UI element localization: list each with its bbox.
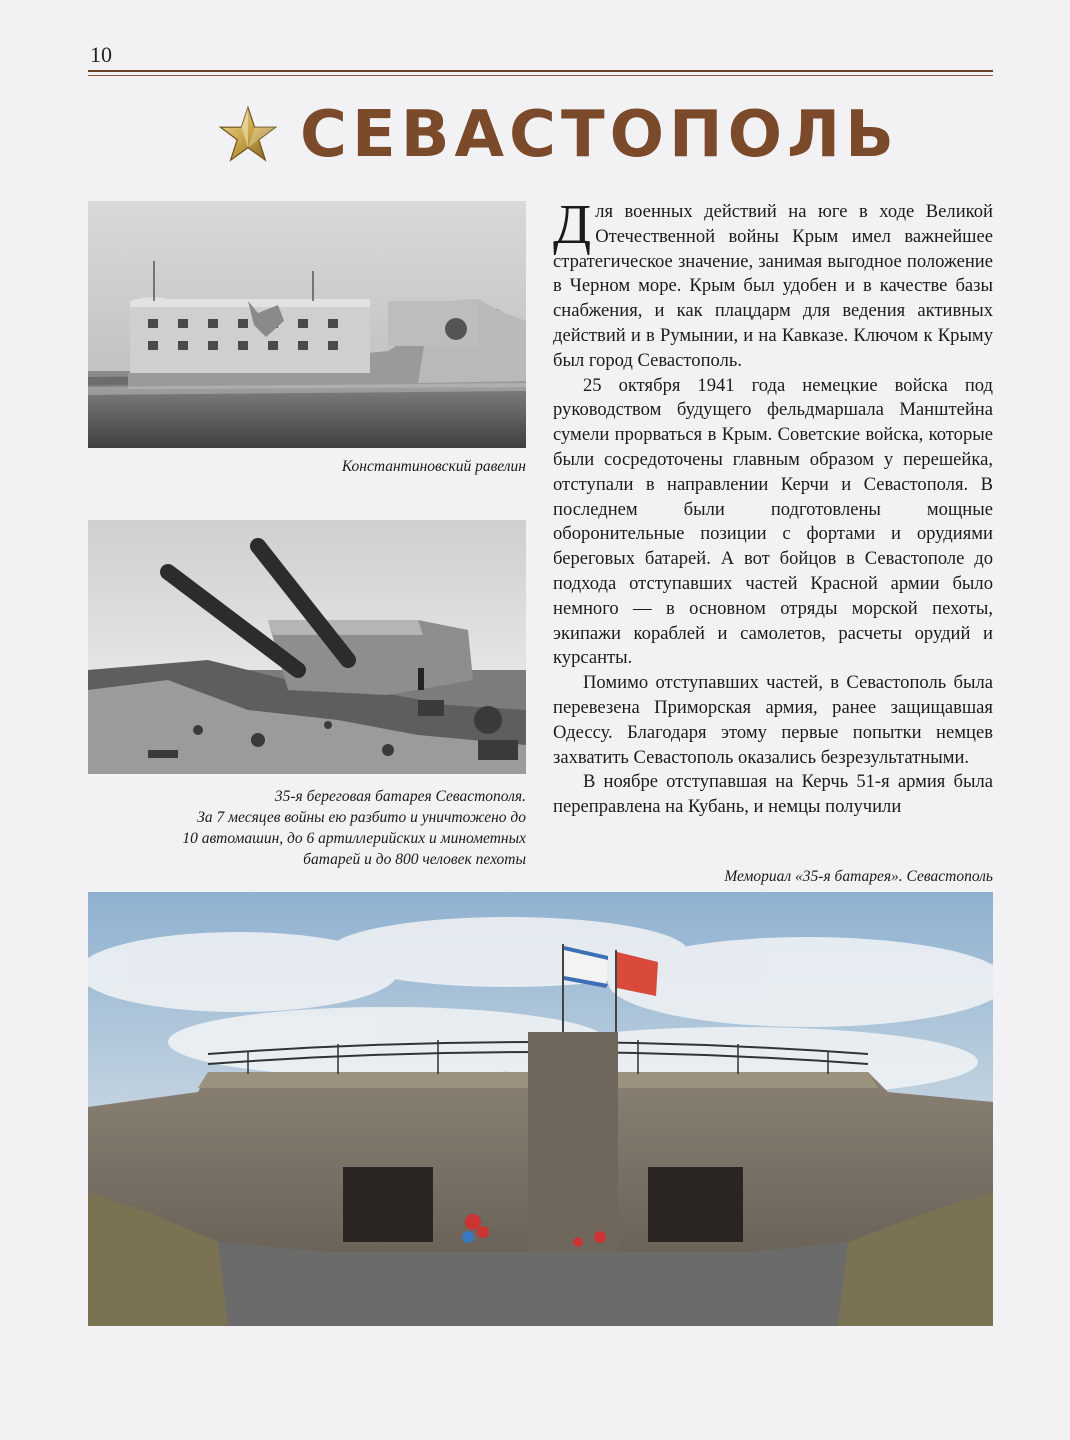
- article-paragraph: 25 октября 1941 года немецкие войска под руководством будущего фельдмаршала Манштейна сумели прорваться в Крым. Советские войска, которые были сосредоточены главным образом у перешейка, отступали в направлении Керчи и Севастополя. В последнем были подготовлены мощные оборонительные позиции с фортами и орудиями береговых батарей. А вот бойцов в Севастополе до подхода отступавших частей Красной армии было немного — в основном отряды морской пехоты, экипажи кораблей и самолетов, расчеты орудий и курсанты.: [553, 374, 993, 669]
- battery-caption: [120, 786, 526, 870]
- ravelin-caption: Константиновский равелин: [341, 458, 526, 475]
- article-body: [553, 194, 993, 820]
- battery-photo: [88, 520, 526, 774]
- star-icon: [218, 105, 278, 165]
- article-paragraph: [553, 194, 993, 374]
- page-header: [218, 100, 899, 170]
- ravelin-photo: [88, 201, 526, 448]
- memorial-caption: Мемориал «35-я батарея». Севастополь: [724, 868, 993, 885]
- battery-caption-line: За 7 месяцев войны ею разбито и уничтожено до: [197, 809, 526, 826]
- battery-caption-line: батарей и до 800 человек пехоты: [303, 851, 526, 868]
- article-paragraph-text: ля военных действий на юге в ходе Великой Отечественной войны Крым имел важнейшее стратегическое значение, занимая выгодное положение в Черном море. Крым был удобен и в качестве базы снабжения, и как плацдарм для ведения активных действий и в Румынии, и на Кавказе. Ключом к Крыму был город Севастополь.: [553, 201, 993, 371]
- article-paragraph: Помимо отступавших частей, в Севастополь была перевезена Приморская армия, ранее защищавшая Одессу. Благодаря этому первые попытки немцев захватить Севастополь оказались безрезультатными.: [553, 672, 993, 768]
- page-title: СЕВАСТОПОЛЬ: [300, 98, 899, 172]
- drop-cap: Д: [553, 194, 592, 256]
- battery-caption-line: 10 автомашин, до 6 артиллерийских и минометных: [182, 830, 526, 847]
- header-rule: [88, 70, 993, 76]
- article-paragraph: В ноябре отступавшая на Керчь 51-я армия была переправлена на Кубань, и немцы получили: [553, 771, 993, 818]
- memorial-photo: [88, 892, 993, 1326]
- battery-caption-line: 35-я береговая батарея Севастополя.: [274, 788, 526, 805]
- page-number: 10: [90, 42, 112, 67]
